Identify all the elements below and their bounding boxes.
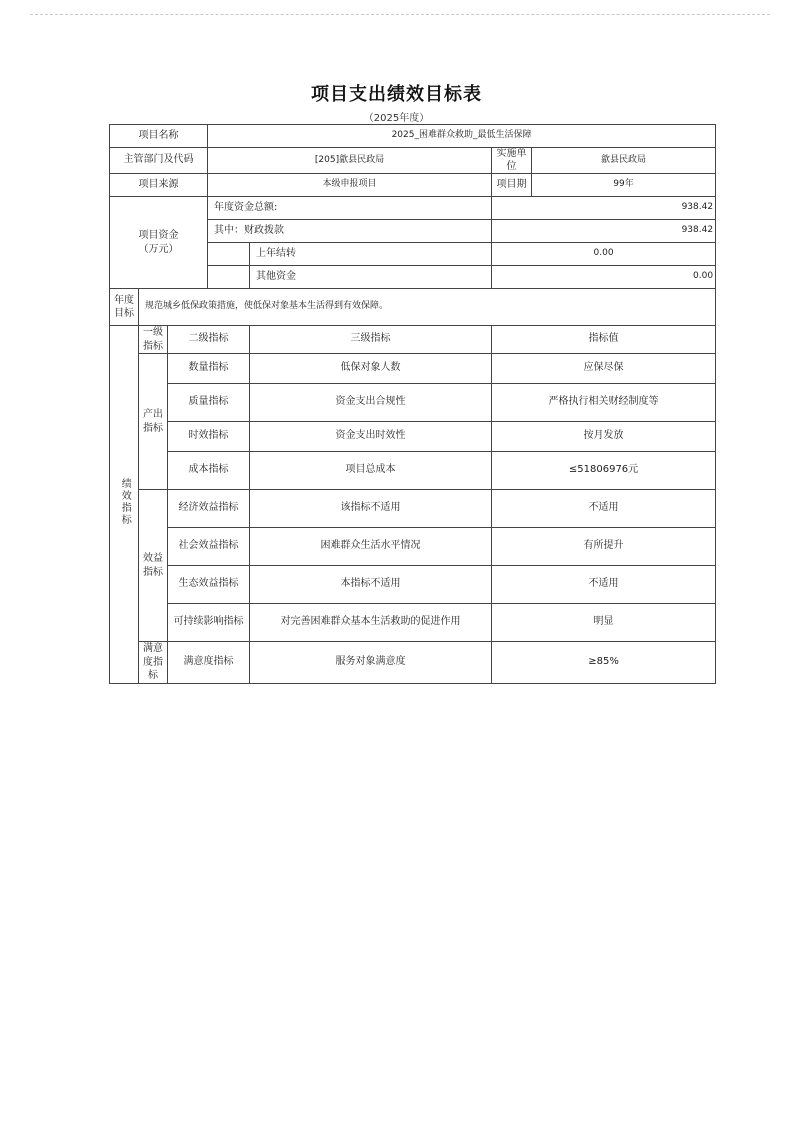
performance-indicators-label: 绩效指标 (110, 326, 139, 684)
funds-fiscal-value: 938.42 (492, 220, 716, 243)
funds-fiscal-label: 其中：财政拨款 (208, 220, 492, 243)
implementing-unit-value: 歙县民政局 (532, 148, 716, 174)
project-name-label: 项目名称 (110, 125, 208, 148)
level3-cell: 资金支出合规性 (250, 384, 492, 422)
fiscal-year: （2025年度） (363, 113, 430, 124)
indicator-row (110, 566, 716, 604)
indicator-row (110, 604, 716, 642)
indicator-row (110, 384, 716, 422)
annual-goal-text: 规范城乡低保政策措施，使低保对象基本生活得到有效保障。 (139, 289, 716, 326)
project-period-label: 项目期 (492, 174, 532, 197)
row-department (110, 148, 716, 174)
funds-carryover-spacer (208, 243, 250, 266)
level2-cell: 可持续影响指标 (168, 604, 250, 642)
scan-edge-line (30, 14, 770, 15)
level3-cell: 服务对象满意度 (250, 642, 492, 684)
indicator-row (110, 528, 716, 566)
funds-total-label: 年度资金总额: (208, 197, 492, 220)
level2-cell: 质量指标 (168, 384, 250, 422)
project-period-value: 99年 (532, 174, 716, 197)
value-cell: 不适用 (492, 566, 716, 604)
level2-cell: 社会效益指标 (168, 528, 250, 566)
value-cell: 有所提升 (492, 528, 716, 566)
satisfaction-indicator-label: 满意度指标 (139, 642, 168, 684)
indicator-row (110, 452, 716, 490)
level3-cell: 该指标不适用 (250, 490, 492, 528)
department-label: 主管部门及代码 (110, 148, 208, 174)
project-source-label: 项目来源 (110, 174, 208, 197)
row-indicator-header (110, 326, 716, 354)
level2-cell: 生态效益指标 (168, 566, 250, 604)
project-name-value: 2025_困难群众救助_最低生活保障 (208, 125, 716, 148)
level2-cell: 满意度指标 (168, 642, 250, 684)
level3-cell: 本指标不适用 (250, 566, 492, 604)
funds-other-spacer (208, 266, 250, 289)
output-indicator-label: 产出 指标 (139, 354, 168, 490)
value-cell: ≥85% (492, 642, 716, 684)
level3-header: 三级指标 (250, 326, 492, 354)
project-source-value: 本级申报项目 (208, 174, 492, 197)
funds-total-value: 938.42 (492, 197, 716, 220)
funds-carryover-label: 上年结转 (250, 243, 492, 266)
level1-header: 一级 指标 (139, 326, 168, 354)
level3-cell: 资金支出时效性 (250, 422, 492, 452)
page-title: 项目支出绩效目标表 (311, 84, 482, 105)
benefit-indicator-label: 效益 指标 (139, 490, 168, 642)
level3-cell: 低保对象人数 (250, 354, 492, 384)
department-value: [205]歙县民政局 (208, 148, 492, 174)
level2-cell: 时效指标 (168, 422, 250, 452)
project-funds-label (110, 197, 208, 289)
funds-label-line1: 项目资金 (138, 230, 179, 241)
level2-cell: 成本指标 (168, 452, 250, 490)
funds-other-value: 0.00 (492, 266, 716, 289)
row-funds-total (110, 197, 716, 220)
funds-label-line2: （万元） (138, 243, 179, 255)
row-project-name (110, 125, 716, 148)
level2-header: 二级指标 (168, 326, 250, 354)
goal-label-line1: 年度 (114, 294, 134, 306)
funds-carryover-value: 0.00 (492, 243, 716, 266)
row-annual-goal (110, 289, 716, 326)
goal-label-line2: 目标 (114, 308, 134, 319)
value-cell: 不适用 (492, 490, 716, 528)
indicator-row (110, 490, 716, 528)
value-cell: 明显 (492, 604, 716, 642)
value-header: 指标值 (492, 326, 716, 354)
value-cell: 应保尽保 (492, 354, 716, 384)
level2-cell: 经济效益指标 (168, 490, 250, 528)
level3-cell: 困难群众生活水平情况 (250, 528, 492, 566)
level3-cell: 对完善困难群众基本生活救助的促进作用 (250, 604, 492, 642)
level2-cell: 数量指标 (168, 354, 250, 384)
indicator-row (110, 354, 716, 384)
value-cell: ≤51806976元 (492, 452, 716, 490)
value-cell: 严格执行相关财经制度等 (492, 384, 716, 422)
indicator-row (110, 422, 716, 452)
value-cell: 按月发放 (492, 422, 716, 452)
annual-goal-label (110, 289, 139, 326)
implementing-unit-label: 实施单位 (492, 148, 532, 174)
level3-cell: 项目总成本 (250, 452, 492, 490)
performance-target-table (109, 124, 716, 684)
indicator-row (110, 642, 716, 684)
funds-other-label: 其他资金 (250, 266, 492, 289)
row-source (110, 174, 716, 197)
